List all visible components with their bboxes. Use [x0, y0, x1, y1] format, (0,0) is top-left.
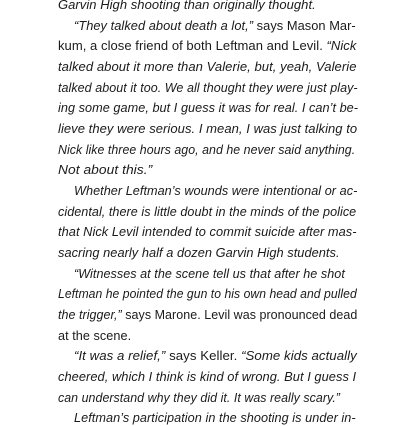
text-segment: lieve they were serious. I mean, I was just talking to — [58, 121, 358, 136]
text-segment: talked about it too. We all thought they were just play- — [58, 80, 358, 95]
text-segment: can understand why they did it. It was really scary.” — [58, 390, 340, 405]
text-segment: sacring nearly half a dozen Garvin High students. — [58, 245, 340, 260]
text-segment: Leftman he pointed the gun to his own head and pulled — [58, 286, 357, 301]
text-segment: at the scene. — [58, 328, 132, 343]
text-line — [58, 224, 357, 240]
text-segment: “Some kids actually — [241, 348, 357, 363]
text-line — [58, 0, 316, 13]
text-segment: cidental, there is little doubt in the minds of the police — [58, 204, 357, 219]
text-segment: says Keller. — [169, 348, 242, 363]
text-segment: “They talked about death a lot,” — [74, 18, 257, 33]
text-segment: “Witnesses at the scene tell us that after he shot — [74, 266, 345, 281]
text-line — [74, 18, 356, 34]
text-segment: “It was a relief,” — [74, 348, 170, 363]
text-segment: kum, a close friend of both Leftman and Levil. — [58, 38, 327, 53]
text-segment: Garvin High shooting than originally thought. — [58, 0, 316, 12]
text-line — [58, 142, 355, 158]
text-segment: Whether Leftman’s wounds were intentional or ac- — [74, 183, 358, 198]
text-line — [58, 204, 356, 220]
text-line — [58, 100, 358, 116]
text-segment: says Mason Mar- — [256, 18, 356, 33]
text-segment: that Nick Levil intended to commit suicide after mas- — [58, 224, 357, 239]
text-line — [58, 59, 357, 75]
text-segment: Nick like three hours ago, and he never said anything. — [58, 142, 356, 157]
text-line — [74, 348, 357, 364]
text-segment: the trigger,” — [58, 307, 126, 322]
text-segment: cheered, which I think is kind of wrong. But I guess I — [58, 369, 357, 384]
text-line — [74, 183, 357, 199]
text-line — [58, 286, 357, 302]
text-line — [58, 245, 340, 261]
text-line — [58, 369, 356, 385]
text-segment: Leftman’s participation in the shooting is under in- — [74, 410, 356, 425]
text-line — [74, 266, 345, 282]
text-segment: says Marone. Levil was pronounced dead — [125, 307, 358, 322]
text-segment: “Nick — [326, 38, 357, 53]
text-line — [58, 121, 357, 137]
text-segment: Not about this.” — [58, 162, 153, 177]
text-line — [58, 390, 340, 406]
text-line — [58, 80, 358, 96]
text-line — [58, 162, 152, 178]
text-line — [58, 38, 356, 54]
text-segment: talked about it more than Valerie, but, yeah, Valerie — [58, 59, 357, 74]
text-line — [58, 328, 131, 344]
text-line — [58, 307, 357, 323]
text-segment: ing some game, but I guess it was for real. I can’t be- — [58, 100, 359, 115]
text-line — [74, 410, 356, 426]
